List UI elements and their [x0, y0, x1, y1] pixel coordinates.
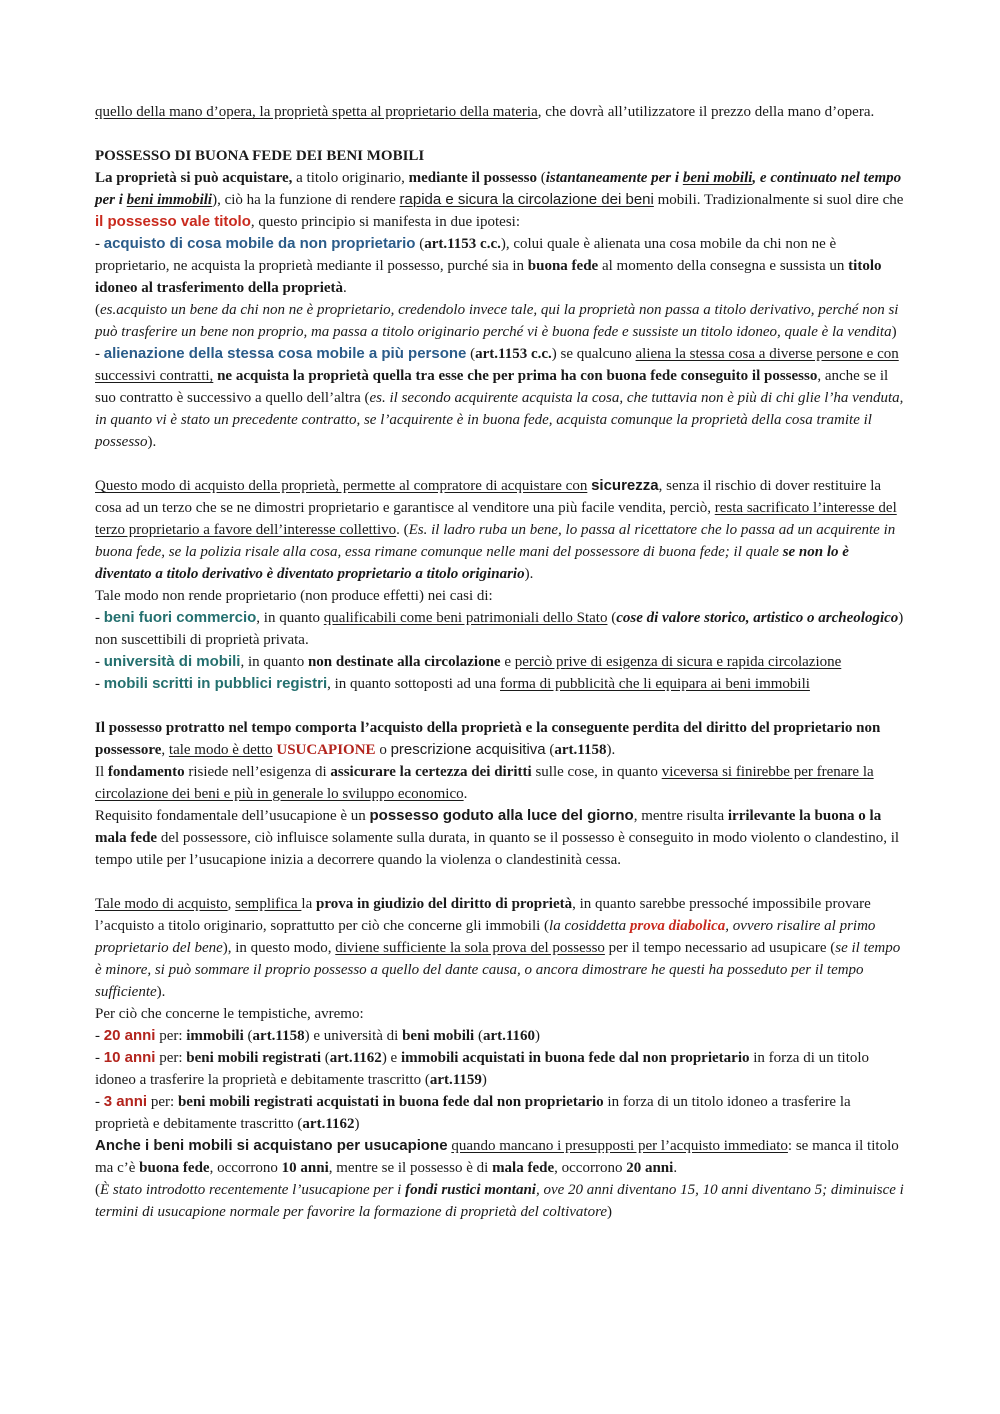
text-run: 20 anni — [626, 1160, 674, 1176]
text-run: diviene sufficiente la sola prova del possesso — [335, 940, 605, 956]
paragraph — [95, 1047, 906, 1091]
paragraph — [95, 299, 906, 343]
text-run: buona fede — [527, 258, 599, 274]
paragraph — [95, 673, 906, 695]
text-run: ( — [607, 610, 617, 626]
paragraph — [95, 761, 906, 805]
text-run: ( — [320, 1050, 330, 1066]
text-run: prescrizione acquisitiva — [390, 741, 546, 758]
text-run: titolo idoneo al trasferimento della proprietà — [95, 258, 882, 296]
text-run: ( — [243, 1028, 253, 1044]
text-run: art.1162 — [329, 1050, 382, 1066]
text-run: , ovvero risalire al primo proprietario del bene — [95, 918, 876, 956]
text-run: , occorrono — [554, 1160, 627, 1176]
text-run: fondamento — [107, 764, 185, 780]
text-run: possesso goduto alla luce del giorno — [369, 807, 634, 824]
text-run: e — [500, 654, 515, 670]
text-run: art.1153 c.c. — [424, 236, 501, 252]
text-run: , anche se il suo contratto è successivo a quello dell’altra ( — [95, 368, 889, 406]
text-run: Anche i beni mobili si acquistano per usucapione — [95, 1137, 448, 1154]
text-run: ) non suscettibili di proprietà privata. — [95, 610, 904, 648]
text-run: beni immobili — [126, 192, 213, 208]
text-run: al momento della consegna e sussista un — [598, 258, 849, 274]
text-run: tale modo è detto — [168, 742, 273, 758]
text-run: - — [95, 1050, 104, 1066]
text-run: cose di valore storico, artistico o archeologico — [616, 610, 899, 626]
paragraph — [95, 651, 906, 673]
text-run: mobili. Tradizionalmente si suol dire che — [653, 192, 904, 208]
text-run: La proprietà si può acquistare, — [95, 170, 293, 186]
text-run: ), in questo modo, — [222, 940, 336, 956]
text-run: , — [227, 896, 236, 912]
text-run: art.1158 — [252, 1028, 305, 1044]
text-run: POSSESSO DI BUONA FEDE DEI BENI MOBILI — [95, 148, 425, 164]
paragraph — [95, 1179, 906, 1223]
text-run: per: — [147, 1094, 178, 1110]
text-run: Requisito fondamentale dell’usucapione è un — [95, 808, 370, 824]
text-run: ) — [891, 324, 897, 340]
text-run: - — [95, 1094, 104, 1110]
text-run: assicurare la certezza dei diritti — [330, 764, 532, 780]
text-run: beni mobili — [682, 170, 753, 186]
text-run: . — [343, 280, 347, 296]
text-run: beni fuori commercio — [103, 609, 257, 626]
paragraph-spacer — [95, 695, 906, 717]
text-run: istantaneamente per i — [545, 170, 683, 186]
text-run: rapida e sicura la circolazione dei beni — [399, 191, 654, 208]
text-run: ) se qualcuno — [551, 346, 636, 362]
text-run: per: — [155, 1028, 187, 1044]
text-run: la cosiddetta — [549, 918, 630, 934]
text-run: , questo principio si manifesta in due ipotesi: — [250, 214, 521, 230]
text-run: - — [95, 1028, 104, 1044]
text-run: per il tempo necessario ad usupicare ( — [604, 940, 836, 956]
text-run: - — [95, 610, 104, 626]
text-run: per: — [155, 1050, 187, 1066]
text-run: sulle cose, in quanto — [531, 764, 662, 780]
text-run: alienazione della stessa cosa mobile a più persone — [103, 345, 467, 362]
text-run: beni mobili registrati — [186, 1050, 321, 1066]
text-run: 20 anni — [103, 1027, 156, 1044]
text-run: , in quanto sarebbe pressoché impossibile provare l’acquisto a titolo originario, soprattutto per ciò che concerne gli immobili ( — [95, 896, 871, 934]
text-run: es. il secondo acquirente acquista la cosa, che tuttavia non è più di chi glie l’ha venduta, in quanto vi è stato un precedente contratto, se l’acquirente è in buona fede, acquista comunque la proprietà della cosa tramite il possesso — [95, 390, 904, 450]
text-run: , — [161, 742, 169, 758]
text-run: ( — [536, 170, 546, 186]
text-run: ). — [524, 566, 534, 582]
text-run: buona fede — [139, 1160, 210, 1176]
paragraph — [95, 475, 906, 585]
text-run: , senza il rischio di dover restituire la cosa ad un terzo che se ne dimostri proprietario e garantisce al venditore una più facile vendita, perciò, — [95, 478, 882, 516]
text-run: viceversa si finirebbe per frenare la circolazione dei beni e più in generale lo sviluppo economico — [95, 764, 874, 802]
text-run: perciò prive di esigenza di sicura e rapida circolazione — [514, 654, 842, 670]
text-run: ( — [474, 1028, 483, 1044]
text-run: in forza di un titolo idoneo a trasferire la proprietà e debitamente trascritto ( — [95, 1094, 851, 1132]
text-run: ( — [545, 742, 555, 758]
text-run: ) e università di — [304, 1028, 403, 1044]
text-run: ). — [147, 434, 157, 450]
text-run: il possesso vale titolo — [95, 213, 251, 230]
text-run: prova in giudizio del diritto di proprietà — [315, 896, 573, 912]
text-run: Il possesso protratto nel tempo comporta l’acquisto della proprietà e la conseguente perdita del diritto del proprietario non possessore — [95, 720, 881, 758]
text-run: fondi rustici montani — [405, 1182, 536, 1198]
text-run: ) — [481, 1072, 487, 1088]
text-run: del possessore, ciò influisce solamente sulla durata, in quanto se il possesso è conseguito in modo violento o clandestino, il tempo utile per l’usucapione inizia a decorrere quando la violenza o clandestinità cessa. — [95, 830, 900, 868]
text-run: forma di pubblicità che li equipara ai beni immobili — [500, 676, 810, 692]
text-run: mobili scritti in pubblici registri — [103, 675, 328, 692]
text-run: ), ciò ha la funzione di rendere — [212, 192, 400, 208]
text-run: , che dovrà all’utilizzatore il prezzo della mano d’opera. — [537, 104, 875, 120]
text-run: 10 anni — [103, 1049, 156, 1066]
text-run: , in quanto sottoposti ad una — [327, 676, 501, 692]
text-run: in forza di un titolo idoneo a trasferire la proprietà e debitamente trascritto ( — [95, 1050, 870, 1088]
text-run: quando mancano i presupposti per l’acquisto immediato — [451, 1138, 788, 1154]
text-run: . — [463, 786, 468, 802]
paragraph-spacer — [95, 453, 906, 475]
text-run: 10 anni — [281, 1160, 329, 1176]
paragraph — [95, 585, 906, 607]
paragraph — [95, 101, 906, 123]
paragraph — [95, 607, 906, 651]
text-run: - — [95, 654, 104, 670]
text-run: Questo modo di acquisto della proprietà, permette al compratore di acquistare con — [95, 478, 588, 494]
text-run: - — [95, 236, 104, 252]
paragraph — [95, 145, 906, 167]
paragraph-spacer — [95, 871, 906, 893]
text-run: Tale modo di acquisto — [95, 896, 228, 912]
text-run: ). — [156, 984, 166, 1000]
text-run: art.1153 c.c. — [475, 346, 552, 362]
text-run: - — [95, 346, 104, 362]
text-run: , e continuato nel tempo per i — [95, 170, 902, 208]
paragraph — [95, 233, 906, 299]
paragraph — [95, 1091, 906, 1135]
paragraph — [95, 717, 906, 761]
text-run: o — [375, 742, 391, 758]
text-run: . ( — [396, 522, 409, 538]
text-run: , ove 20 anni diventano 15, 10 anni diventano 5; diminuisce i termini di usucapione normale per favorire la formazione di proprietà del coltivatore — [95, 1182, 904, 1220]
text-run: beni mobili registrati acquistati in buona fede dal non proprietario — [177, 1094, 604, 1110]
text-run: È stato introdotto recentemente l’usucapione per i — [100, 1182, 406, 1198]
text-run: ) — [354, 1116, 360, 1132]
text-run: ) — [535, 1028, 541, 1044]
text-run: 3 anni — [103, 1093, 148, 1110]
text-run: ), colui quale è alienata una cosa mobile da chi non ne è proprietario, ne acquista la proprietà mediante il possesso, purché sia in — [95, 236, 837, 274]
paragraph — [95, 343, 906, 453]
text-run: . — [673, 1160, 678, 1176]
text-run: sicurezza — [591, 477, 659, 494]
text-run: prova diabolica — [629, 918, 726, 934]
text-run: beni mobili — [402, 1028, 475, 1044]
text-run: ). — [606, 742, 616, 758]
text-run: , in quanto — [240, 654, 308, 670]
text-run: Tale modo non rende proprietario (non produce effetti) nei casi di: — [95, 588, 493, 604]
text-run: resta sacrificato l’interesse del terzo proprietario a favore dell’interesse collettivo — [95, 500, 897, 538]
text-run: art.1162 — [302, 1116, 355, 1132]
text-run: non destinate alla circolazione — [307, 654, 501, 670]
text-run: qualificabili come beni patrimoniali dello Stato — [323, 610, 608, 626]
text-run: mala fede — [492, 1160, 555, 1176]
text-run: a titolo originario, — [292, 170, 409, 186]
paragraph — [95, 1025, 906, 1047]
text-run: ( — [95, 1182, 100, 1198]
text-run: aliena la stessa cosa a diverse persone e con successivi contratti, — [95, 346, 899, 384]
text-run: mediante il possesso — [408, 170, 537, 186]
text-run: irrilevante la buona o la mala fede — [95, 808, 882, 846]
text-run: immobili acquistati in buona fede dal non proprietario — [400, 1050, 750, 1066]
text-run: la — [301, 896, 316, 912]
text-run: , in quanto — [256, 610, 324, 626]
text-run: ( — [415, 236, 425, 252]
text-run: se il tempo è minore, si può sommare il proprio possesso a quello del dante causa, o ancora dimostrare he questi ha posseduto per il tempo sufficiente — [95, 940, 901, 1000]
text-run: ( — [95, 302, 100, 318]
text-run: ne acquista la proprietà quella tra esse che per prima ha con buona fede conseguito il possesso — [213, 368, 818, 384]
text-run: acquisto di cosa mobile da non proprietario — [103, 235, 416, 252]
text-run: immobili — [186, 1028, 244, 1044]
text-run: art.1159 — [429, 1072, 482, 1088]
text-run: , occorrono — [209, 1160, 282, 1176]
text-run: università di mobili — [103, 653, 241, 670]
paragraph — [95, 167, 906, 233]
paragraph — [95, 1135, 906, 1179]
paragraph-spacer — [95, 123, 906, 145]
text-run: Es. il ladro ruba un bene, lo passa al ricettatore che lo passa ad un acquirente in buona fede, se la polizia risale alla cosa, essa rimane comunque nelle mani del possessore di buona fede; il quale — [95, 522, 896, 560]
text-run: es.acquisto un bene da chi non ne è proprietario, credendolo invece tale, qui la proprietà non passa a titolo derivativo, perché non si può trasferire un bene non proprio, ma passa a titolo originario perché vi è buona fede e sussiste un titolo idoneo, quale è la vendita — [95, 302, 899, 340]
paragraph — [95, 805, 906, 871]
text-run: art.1160 — [482, 1028, 536, 1044]
text-run: Il — [95, 764, 108, 780]
text-run: , mentre risulta — [633, 808, 728, 824]
text-run: risiede nell’esigenza di — [184, 764, 331, 780]
paragraph — [95, 1003, 906, 1025]
text-run: USUCAPIONE — [276, 742, 376, 758]
text-run: : se manca il titolo ma c’è — [95, 1138, 899, 1176]
text-run: art.1158 — [554, 742, 607, 758]
paragraph — [95, 893, 906, 1003]
text-run: se non lo è diventato a titolo derivativo è diventato proprietario a titolo originario — [95, 544, 849, 582]
text-run: , mentre se il possesso è di — [328, 1160, 493, 1176]
text-run: semplifica — [235, 896, 302, 912]
text-run: ) e — [381, 1050, 401, 1066]
text-run: quello della mano d’opera, la proprietà spetta al proprietario della materia — [95, 104, 538, 120]
text-run: - — [95, 676, 104, 692]
text-run: Per ciò che concerne le tempistiche, avremo: — [95, 1006, 364, 1022]
text-run: ( — [466, 346, 476, 362]
text-run: ) — [607, 1204, 613, 1220]
